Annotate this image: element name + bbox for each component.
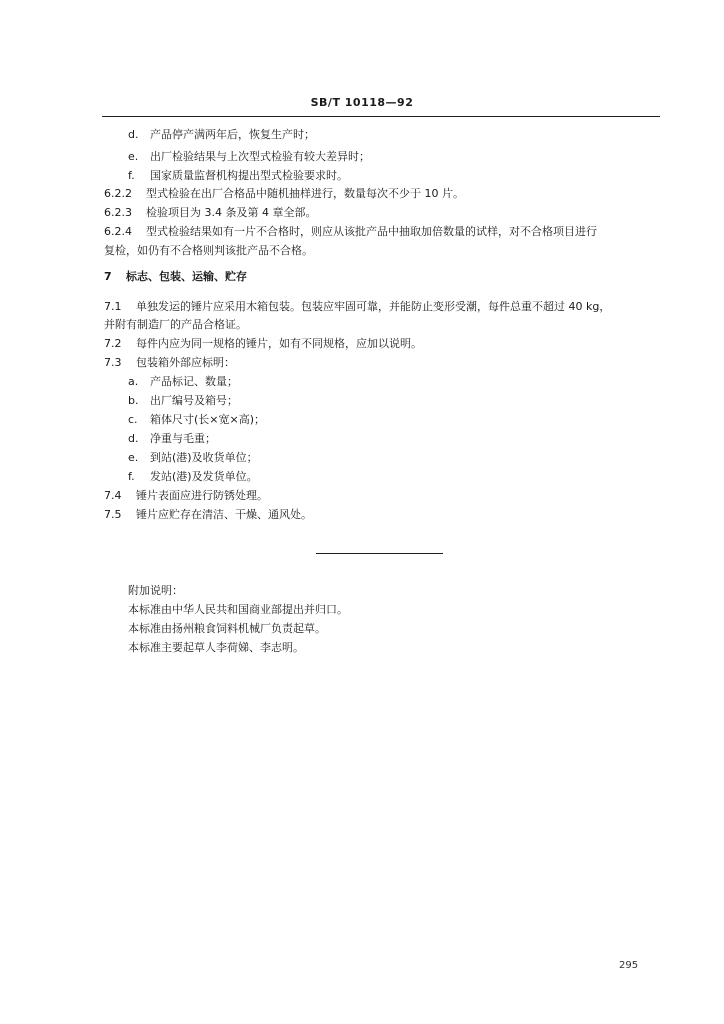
clause — [104, 206, 316, 220]
clause-text: 锤片应贮存在清洁、干燥、通风处。 — [136, 508, 312, 521]
clause-text: 型式检验在出厂合格品中随机抽样进行，数量每次不少于 10 片。 — [146, 187, 464, 200]
list-item — [128, 375, 238, 389]
item-label: f. — [128, 169, 135, 182]
clause-text: 单独发运的锤片应采用木箱包装。包装应牢固可靠，并能防止变形受潮，每件总重不超过 40 kg， — [136, 300, 611, 313]
clause-number: 7.5 — [104, 508, 122, 521]
list-item — [128, 413, 265, 427]
list-item — [128, 470, 258, 484]
clause-text: 检验项目为 3.4 条及第 4 章全部。 — [146, 206, 317, 219]
clause — [104, 300, 610, 314]
clause — [104, 225, 597, 239]
clause-number: 6.2.4 — [104, 225, 132, 238]
clause-number: 7.3 — [104, 356, 122, 369]
header-rule — [102, 116, 660, 117]
clause — [104, 337, 422, 351]
section-heading — [104, 270, 247, 284]
clause-number: 7.1 — [104, 300, 122, 313]
clause-text: 锤片表面应进行防锈处理。 — [136, 489, 268, 502]
item-text: 出厂编号及箱号； — [150, 394, 238, 407]
section-title: 标志、包装、运输、贮存 — [126, 270, 247, 283]
list-item — [128, 128, 315, 142]
item-text: 到站(港)及收货单位； — [150, 451, 258, 464]
item-label: b. — [128, 394, 139, 407]
section-number: 7 — [104, 270, 112, 283]
list-item — [128, 432, 216, 446]
list-item — [128, 451, 258, 465]
clause-number: 7.4 — [104, 489, 122, 502]
clause — [104, 187, 464, 201]
item-text: 国家质量监督机构提出型式检验要求时。 — [150, 169, 348, 182]
note-line: 本标准由扬州粮食饲料机械厂负责起草。 — [128, 622, 326, 635]
item-label: a. — [128, 375, 139, 388]
item-text: 箱体尺寸(长×宽×高)； — [150, 413, 266, 426]
end-separator-rule — [316, 553, 443, 554]
list-item — [128, 150, 370, 164]
clause-text: 包装箱外部应标明： — [136, 356, 235, 369]
note-line: 本标准主要起草人李荷娣、李志明。 — [128, 641, 304, 654]
clause-number: 7.2 — [104, 337, 122, 350]
page-number: 295 — [619, 960, 639, 971]
clause — [104, 356, 235, 370]
list-item — [128, 394, 238, 408]
clause-continuation: 并附有制造厂的产品合格证。 — [104, 318, 247, 331]
item-label: e. — [128, 451, 139, 464]
item-label: d. — [128, 432, 139, 445]
list-item — [128, 169, 348, 183]
item-label: d. — [128, 128, 139, 141]
standard-code-header: SB/T 10118—92 — [310, 96, 414, 109]
item-text: 发站(港)及发货单位。 — [150, 470, 258, 483]
clause-continuation: 复检，如仍有不合格则判该批产品不合格。 — [104, 244, 313, 257]
clause-number: 6.2.3 — [104, 206, 132, 219]
clause-number: 6.2.2 — [104, 187, 132, 200]
clause — [104, 508, 312, 522]
item-text: 产品停产满两年后，恢复生产时； — [150, 128, 315, 141]
item-label: f. — [128, 470, 135, 483]
clause — [104, 489, 268, 503]
item-text: 产品标记、数量； — [150, 375, 238, 388]
clause-text: 每件内应为同一规格的锤片，如有不同规格，应加以说明。 — [136, 337, 422, 350]
item-label: e. — [128, 150, 139, 163]
item-text: 出厂检验结果与上次型式检验有较大差异时； — [150, 150, 370, 163]
notes-title: 附加说明： — [128, 584, 183, 597]
clause-text: 型式检验结果如有一片不合格时，则应从该批产品中抽取加倍数量的试样，对不合格项目进行 — [146, 225, 597, 238]
item-label: c. — [128, 413, 138, 426]
note-line: 本标准由中华人民共和国商业部提出并归口。 — [128, 603, 348, 616]
item-text: 净重与毛重； — [150, 432, 216, 445]
